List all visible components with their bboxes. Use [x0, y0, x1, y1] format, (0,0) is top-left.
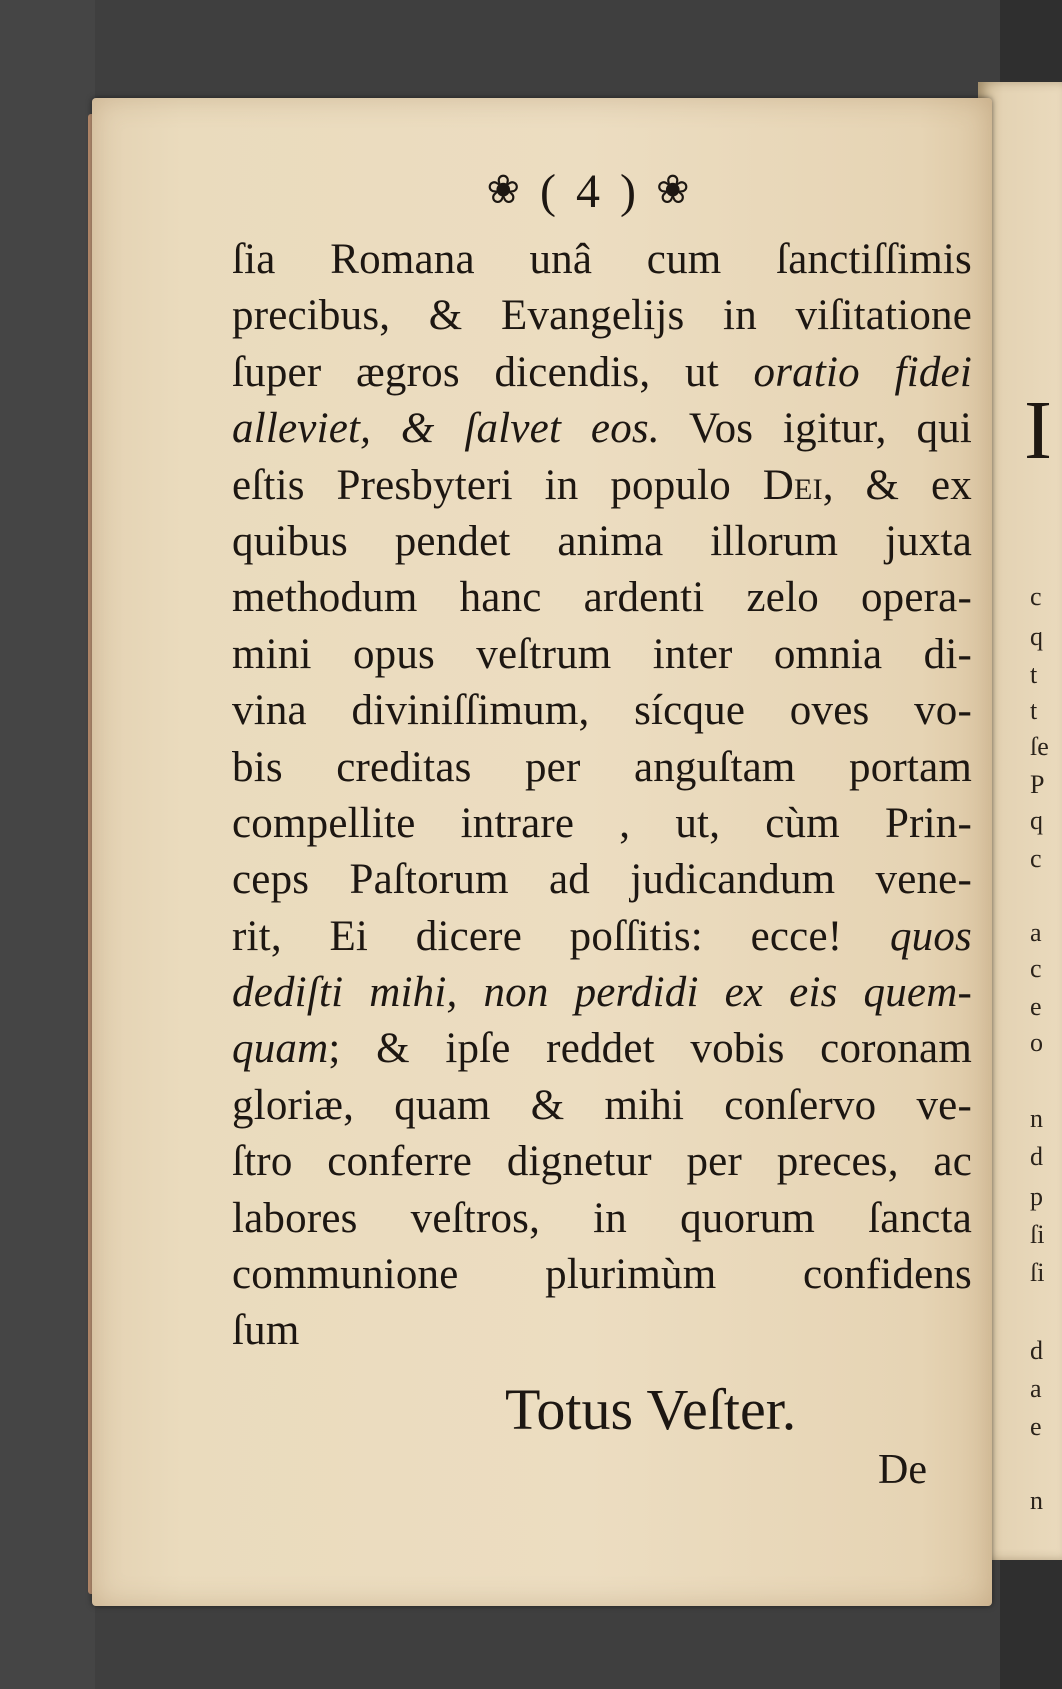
- facing-page-fragment: q: [1030, 622, 1043, 651]
- facing-page-fragment: a: [1030, 1374, 1042, 1403]
- facing-page-fragment: a: [1030, 918, 1042, 947]
- ornament-right-icon: ❀: [655, 167, 694, 212]
- facing-page-fragment: o: [1030, 1028, 1043, 1057]
- text-line: gloriæ, quam & mihi conſervo ve-: [232, 1081, 972, 1129]
- text-line: quam; & ipſe reddet vobis coronam: [232, 1025, 972, 1073]
- text-line: methodum hanc ardenti zelo opera-: [232, 574, 972, 622]
- text-line: bis creditas per anguſtam portam: [232, 743, 972, 791]
- facing-page-fragment: t: [1030, 696, 1038, 725]
- facing-page-fragment: e: [1030, 1412, 1042, 1441]
- text-line: ſum: [232, 1307, 300, 1355]
- facing-page-fragment: d: [1030, 1336, 1043, 1365]
- text-line: ceps Paſtorum ad judicandum vene-: [232, 856, 972, 904]
- ornament-left-icon: ❀: [486, 167, 525, 212]
- facing-page-fragment: p: [1030, 1182, 1043, 1211]
- facing-page-fragment: c: [1030, 844, 1042, 873]
- text-line: ſuper ægros dicendis, ut oratio fidei: [232, 348, 972, 396]
- text-line: mini opus veſtrum inter omnia di-: [232, 630, 972, 678]
- text-line: communione plurimùm confidens: [232, 1251, 972, 1299]
- text-line: alleviet, & ſalvet eos. Vos igitur, qui: [232, 405, 972, 453]
- text-line: labores veſtros, in quorum ſancta: [232, 1194, 972, 1242]
- text-line: vina diviniſſimum, sícque oves vo-: [232, 687, 972, 735]
- facing-page-fragment: e: [1030, 992, 1042, 1021]
- page-header: [440, 164, 740, 219]
- facing-page-fragment: ſi: [1030, 1258, 1045, 1287]
- text-line: quibus pendet anima illorum juxta: [232, 517, 972, 565]
- facing-page-fragment: n: [1030, 1104, 1043, 1133]
- text-line: ſia Romana unâ cum ſanctiſſimis: [232, 236, 972, 283]
- signature: Totus Veſter.: [505, 1377, 797, 1442]
- facing-page-fragment: P: [1030, 770, 1045, 799]
- text-line: eſtis Presbyteri in populo Dei, & ex: [232, 461, 972, 509]
- text-line: rit, Ei dicere poſſitis: ecce! quos: [232, 912, 972, 960]
- facing-page-fragment: t: [1030, 660, 1038, 689]
- text-line: precibus, & Evangelijs in viſitatione: [232, 292, 972, 340]
- facing-page-fragment: c: [1030, 954, 1042, 983]
- text-line: ſtro conferre dignetur per preces, ac: [232, 1138, 972, 1186]
- text-line: compellite intrare , ut, cùm Prin-: [232, 799, 972, 847]
- facing-page-fragment: n: [1030, 1486, 1043, 1515]
- facing-page-initial: I: [1024, 384, 1052, 477]
- catchword: De: [878, 1447, 927, 1493]
- facing-page-fragment: d: [1030, 1142, 1043, 1171]
- facing-page-fragment: ſi: [1030, 1220, 1045, 1249]
- facing-page-fragment: ſe: [1030, 732, 1049, 761]
- facing-page-fragment: c: [1030, 582, 1042, 611]
- page-number: ( 4 ): [540, 165, 640, 218]
- facing-page-fragment: q: [1030, 806, 1043, 835]
- background-left: [0, 0, 95, 1689]
- body-text: [232, 232, 972, 1360]
- text-line: dediſti mihi, non perdidi ex eis quem-: [232, 969, 972, 1017]
